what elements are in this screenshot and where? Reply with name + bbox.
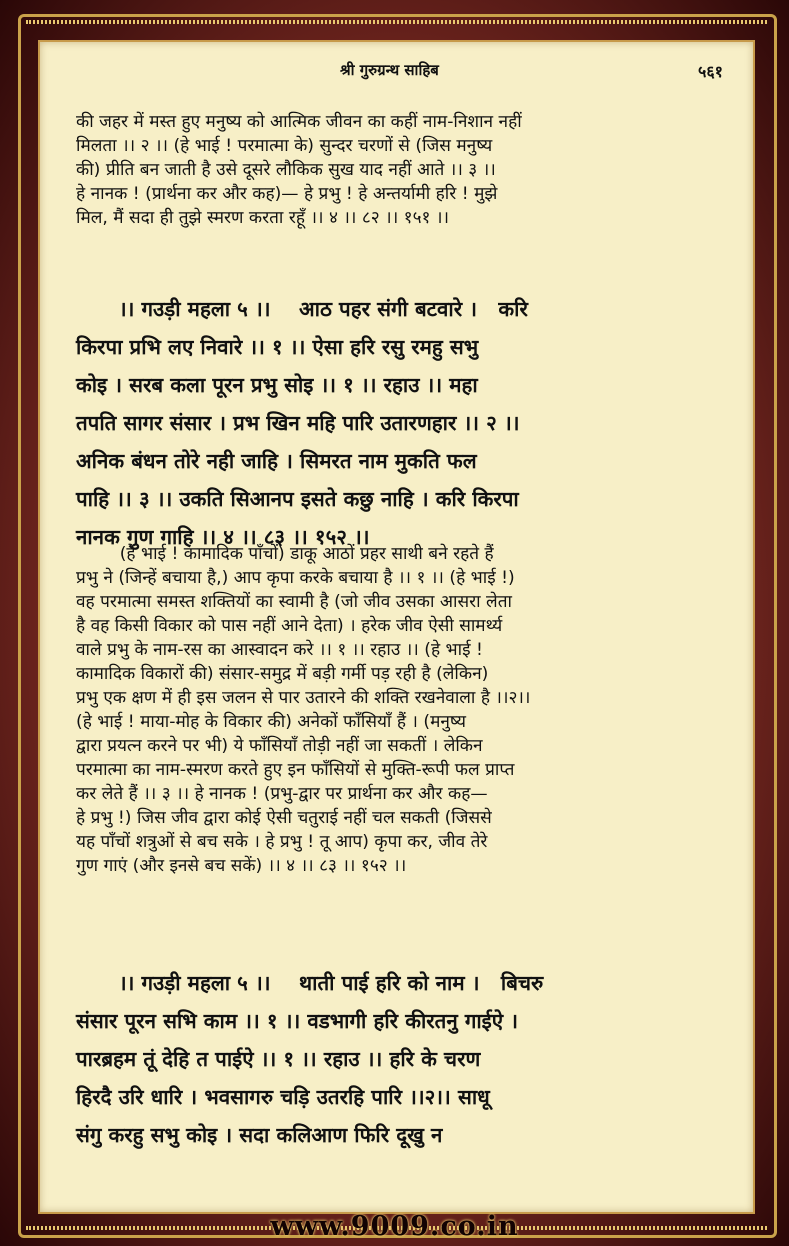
frame-chain-top: [26, 20, 767, 24]
text-line: गुण गाएं (और इनसे बच सकें) ।। ४ ।। ८३ ।। १५२ ।।: [76, 856, 407, 876]
text-line: कर लेते हैं ।। ३ ।। हे नानक ! (प्रभु-द्वार पर प्रार्थना कर और कह—: [76, 784, 488, 804]
explanation-block-2: [76, 542, 724, 878]
text-line: यह पाँचों शत्रुओं से बच सके । हे प्रभु ! तू आप) कृपा कर, जीव तेरे: [76, 832, 488, 852]
text-line: (हे भाई ! कामादिक पाँचों) डाकू आठों प्रहर साथी बने रहते हैं: [76, 544, 494, 564]
footer: [0, 1211, 789, 1246]
verse-line: नानक गुण गाहि ।। ४ ।। ८३ ।। १५२ ।।: [76, 525, 370, 549]
text-line: प्रभु ने (जिन्हें बचाया है,) आप कृपा करके बचाया है ।। १ ।। (हे भाई !): [76, 568, 515, 588]
page-number: ५६१: [698, 62, 723, 81]
verse-line: पारब्रहम तूं देहि त पाईऐ ।। १ ।। रहाउ ।। हरि के चरण: [76, 1047, 481, 1071]
text-line: परमात्मा का नाम-स्मरण करते हुए इन फाँसियों से मुक्ति-रूपी फल प्राप्त: [76, 760, 515, 780]
verse-line: ।। गउड़ी महला ५ ।। थाती पाई हरि को नाम । बिचरु: [76, 971, 544, 995]
verse-line: अनिक बंधन तोरे नही जाहि । सिमरत नाम मुकति फल: [76, 449, 477, 473]
verse-block-2: [76, 964, 724, 1154]
text-line: प्रभु एक क्षण में ही इस जलन से पार उतारने की शक्ति रखनेवाला है ।।२।।: [76, 688, 531, 708]
website-watermark: www.9009.co.in: [270, 1211, 519, 1242]
verse-line: हिरदै उरि धारि । भवसागरु चड़ि उतरहि पारि ।।२।। साधू: [76, 1085, 490, 1109]
verse-line: कोइ । सरब कला पूरन प्रभु सोइ ।। १ ।। रहाउ ।। महा: [76, 373, 478, 397]
text-line: द्वारा प्रयत्न करने पर भी) ये फाँसियाँ तोड़ी नहीं जा सकतीं । लेकिन: [76, 736, 483, 756]
text-line: मिलता ।। २ ।। (हे भाई ! परमात्मा के) सुन्दर चरणों से (जिस मनुष्य: [76, 136, 493, 156]
text-line: हे नानक ! (प्रार्थना कर और कह)— हे प्रभु ! हे अन्तर्यामी हरि ! मुझे: [76, 184, 498, 204]
verse-line: किरपा प्रभि लए निवारे ।। १ ।। ऐसा हरि रसु रमहु सभु: [76, 335, 479, 359]
verse-line: संगु करहु सभु कोइ । सदा कलिआण फिरि दूखु न: [76, 1123, 443, 1147]
verse-line: तपति सागर संसार । प्रभ खिन महि पारि उतारणहार ।। २ ।।: [76, 411, 520, 435]
verse-block-1: [76, 290, 724, 556]
text-line: वाले प्रभु के नाम-रस का आस्वादन करे ।। १ ।। रहाउ ।। (हे भाई !: [76, 640, 483, 660]
text-line: हे प्रभु !) जिस जीव द्वारा कोई ऐसी चतुराई नहीं चल सकती (जिससे: [76, 808, 492, 828]
verse-line: संसार पूरन सभि काम ।। १ ।। वडभागी हरि कीरतनु गाईऐ ।: [76, 1009, 518, 1033]
text-line: वह परमात्मा समस्त शक्तियों का स्वामी है (जो जीव उसका आसरा लेता: [76, 592, 512, 612]
text-line: कामादिक विकारों की) संसार-समुद्र में बड़ी गर्मी पड़ रही है (लेकिन): [76, 664, 489, 684]
text-line: है वह किसी विकार को पास नहीं आने देता) । हरेक जीव ऐसी सामर्थ्य: [76, 616, 503, 636]
explanation-block-1: [76, 110, 724, 230]
verse-line: ।। गउड़ी महला ५ ।। आठ पहर संगी बटवारे । करि: [76, 297, 528, 321]
text-line: की) प्रीति बन जाती है उसे दूसरे लौकिक सुख याद नहीं आते ।। ३ ।।: [76, 160, 496, 180]
page-title: श्री गुरुग्रन्थ साहिब: [340, 61, 439, 79]
text-line: मिल, मैं सदा ही तुझे स्मरण करता रहूँ ।। ४ ।। ८२ ।। १५१ ।।: [76, 208, 449, 228]
text-line: (हे भाई ! माया-मोह के विकार की) अनेकों फाँसियाँ हैं । (मनुष्य: [76, 712, 466, 732]
verse-line: पाहि ।। ३ ।। उकति सिआनप इसते कछु नाहि । करि किरपा: [76, 487, 519, 511]
text-line: की जहर में मस्त हुए मनुष्य को आत्मिक जीवन का कहीं नाम-निशान नहीं: [76, 112, 522, 132]
scripture-page: [38, 40, 755, 1214]
page-header: [40, 60, 753, 86]
